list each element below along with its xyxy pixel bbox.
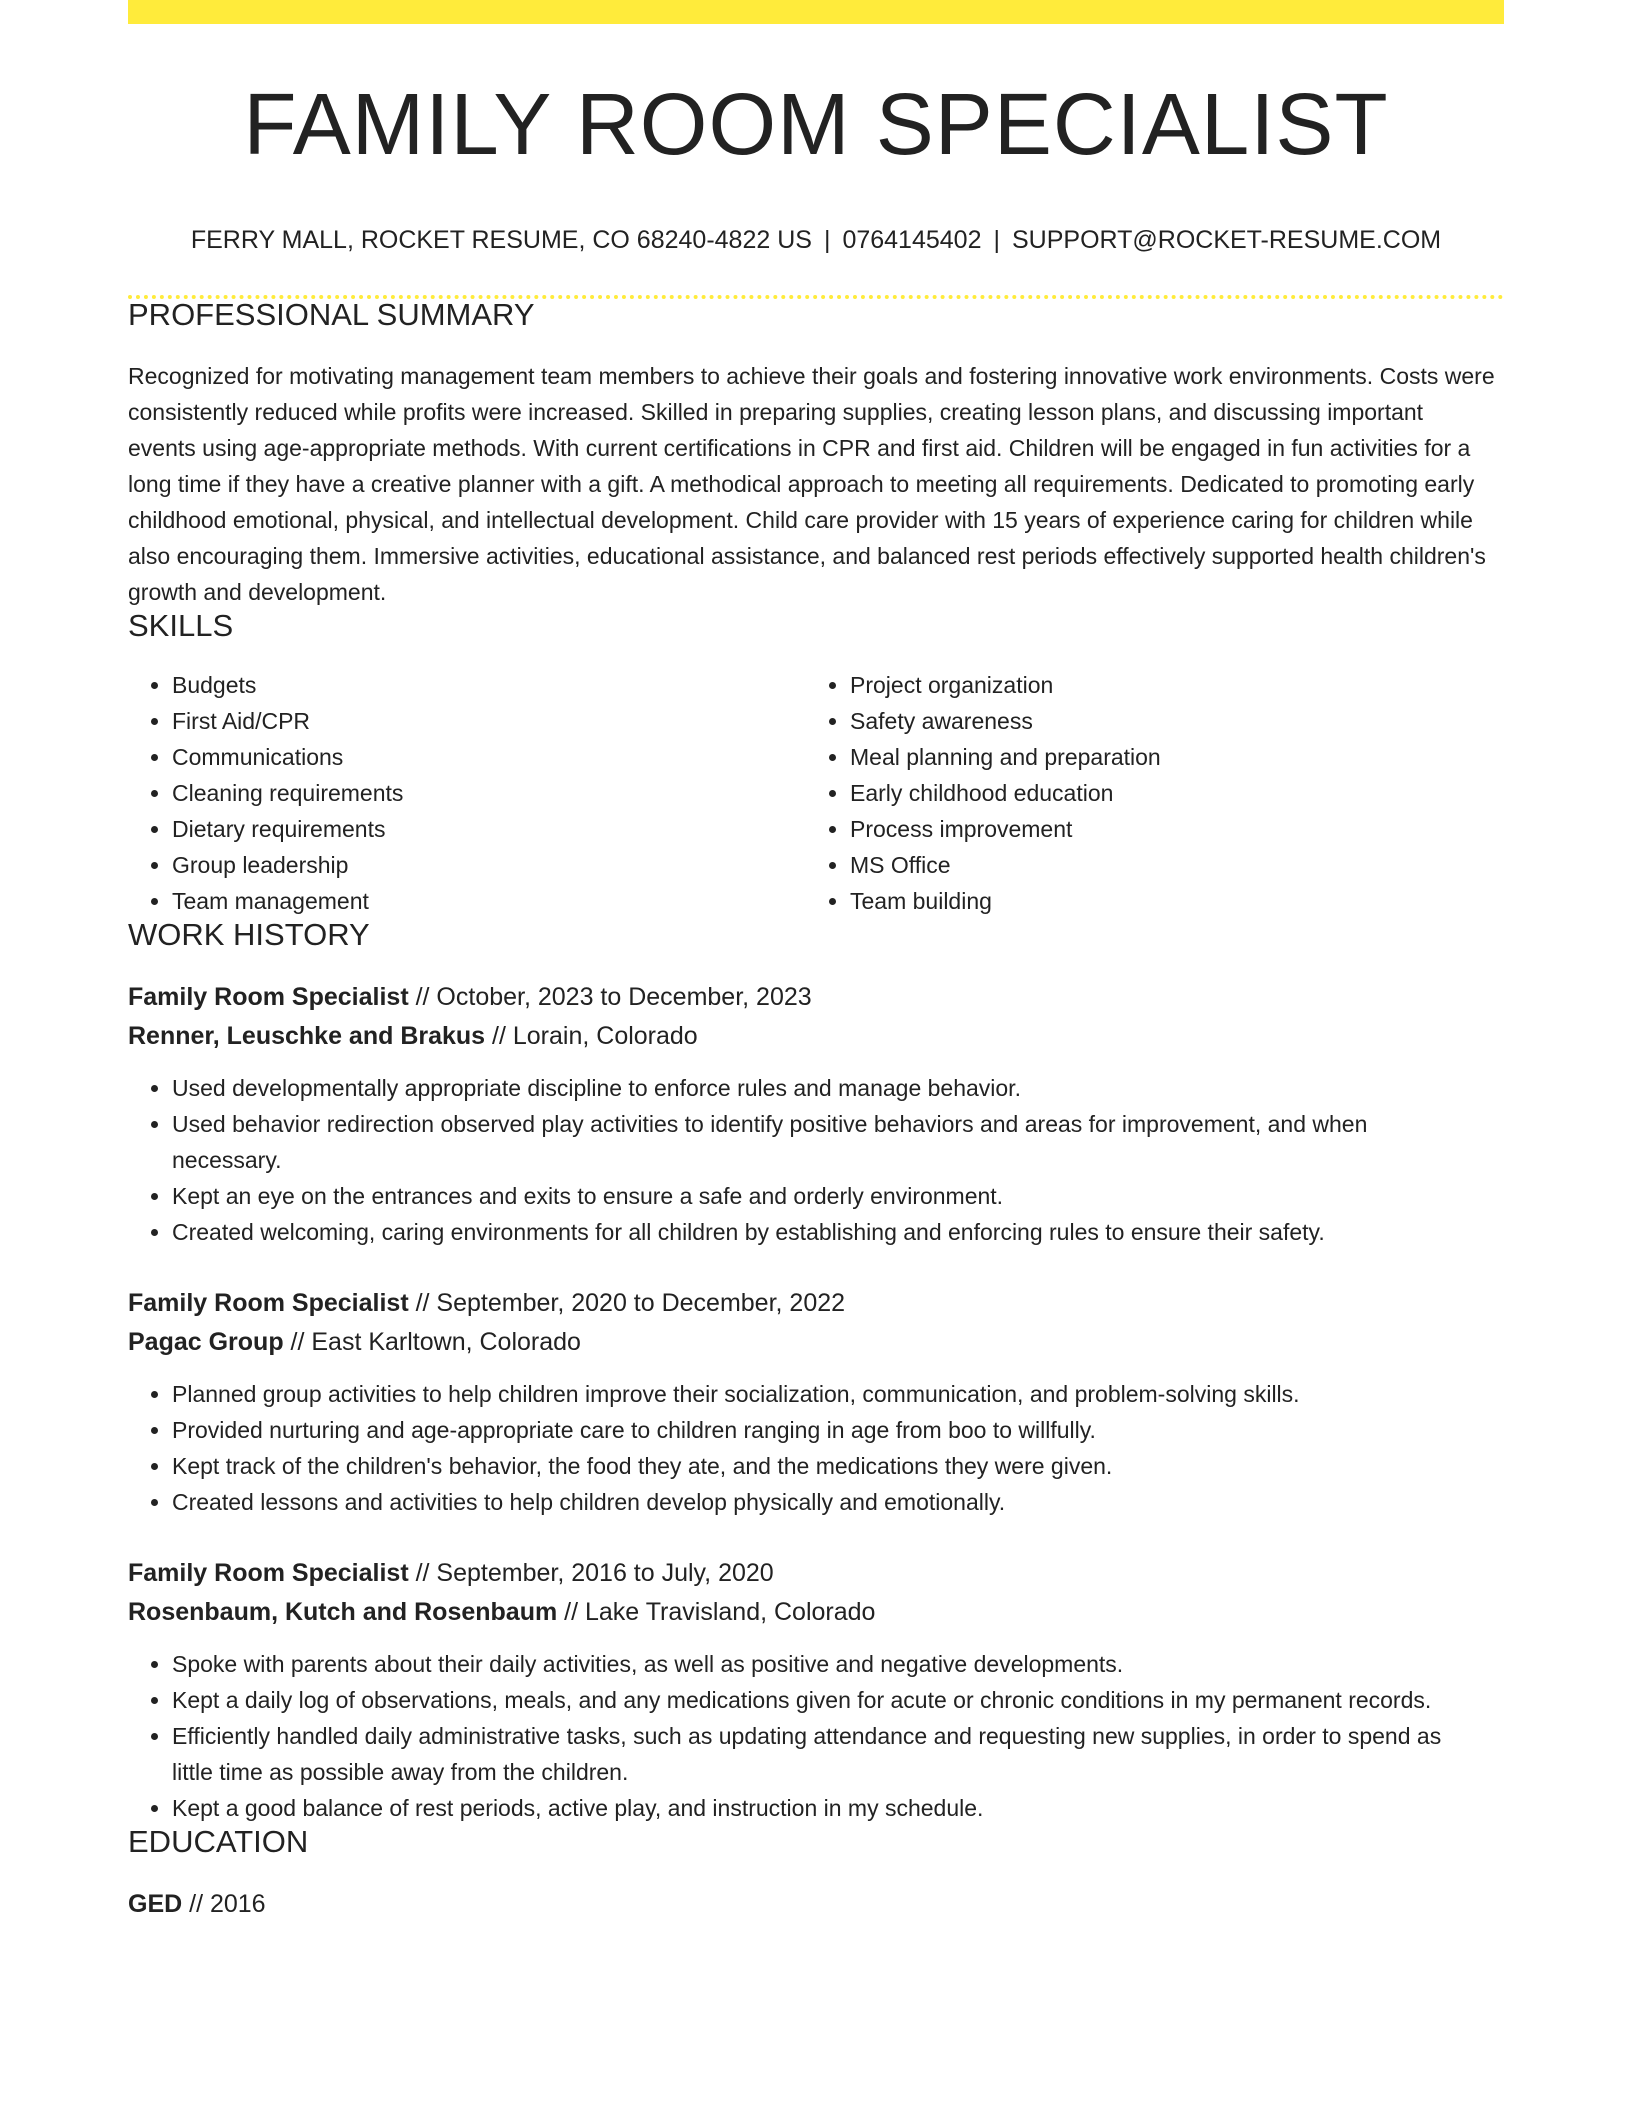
job-bullet: • Created welcoming, caring environments for all children by establishing and enforcing rules to ensure their safety.: [172, 1214, 1504, 1250]
skill-item: • Cleaning requirements: [172, 775, 806, 811]
job-company-line: [128, 1323, 1504, 1362]
job-company: Renner, Leuschke and Brakus: [128, 1022, 486, 1050]
contact-line: [128, 228, 1504, 253]
skill-item: • Group leadership: [172, 847, 806, 883]
job-bullet: • Kept track of the children's behavior, the food they ate, and the medications they were given.: [172, 1448, 1504, 1484]
job-role: Family Room Specialist: [128, 1289, 409, 1317]
job-company: Rosenbaum, Kutch and Rosenbaum: [128, 1598, 558, 1626]
job-entry: [128, 1284, 1504, 1520]
skill-item: • Budgets: [172, 667, 806, 703]
job-bullet: • Provided nurturing and age-appropriate care to children ranging in age from boo to willfully.: [172, 1412, 1504, 1448]
job-role: Family Room Specialist: [128, 983, 409, 1011]
skills-columns: [128, 667, 1504, 919]
job-location: // Lake Travisland, Colorado: [557, 1598, 876, 1626]
contact-separator: |: [993, 226, 1000, 254]
job-bullet: • Kept an eye on the entrances and exits to ensure a safe and orderly environment.: [172, 1178, 1504, 1214]
job-entry: [128, 978, 1504, 1250]
education-degree: GED: [128, 1890, 183, 1918]
resume-page: [128, 0, 1504, 1924]
job-bullet: • Planned group activities to help children improve their socialization, communication, and problem-solving skills.: [172, 1376, 1504, 1412]
contact-separator: |: [823, 226, 831, 254]
job-bullet: • Kept a daily log of observations, meals, and any medications given for acute or chronic conditions in my permanent records.: [172, 1682, 1504, 1718]
job-company: Pagac Group: [128, 1328, 284, 1356]
job-company-line: [128, 1017, 1504, 1056]
skill-item: • Early childhood education: [850, 775, 1484, 811]
skill-item: • Communications: [172, 739, 806, 775]
job-bullet: • Created lessons and activities to help children develop physically and emotionally.: [172, 1484, 1504, 1520]
job-location: // Lorain, Colorado: [485, 1022, 698, 1050]
resume-name: FAMILY ROOM SPECIALIST: [243, 76, 1389, 173]
skill-item: • MS Office: [850, 847, 1484, 883]
education-entry: [128, 1885, 1504, 1924]
job-title-line: [128, 1554, 1504, 1593]
skill-item: • Team management: [172, 883, 806, 919]
job-role: Family Room Specialist: [128, 1559, 409, 1587]
education-heading: EDUCATION: [128, 1824, 309, 1859]
summary-text: Recognized for motivating management team members to achieve their goals and fostering innovative work environments. Costs were consistently reduced while profits were increased. Skilled in preparing supplies, creating lesson plans, and discussing important events using age-appropriate methods. With current certifications in CPR and first aid. Children will be engaged in fun activities for a long time if they have a creative planner with a gift. A methodical approach to meeting all requirements. Dedicated to promoting early childhood emotional, physical, and intellectual development. Child care provider with 15 years of experience caring for children while also encouraging them. Immersive activities, educational assistance, and balanced rest periods effectively supported health children's growth and development.: [128, 363, 1495, 605]
contact-phone: 0764145402: [842, 226, 982, 254]
skill-item: • First Aid/CPR: [172, 703, 806, 739]
job-bullet: • Efficiently handled daily administrative tasks, such as updating attendance and requesting new supplies, in order to spend as little time as possible away from the children.: [172, 1718, 1504, 1790]
skill-item: • Team building: [850, 883, 1484, 919]
job-location: // East Karltown, Colorado: [283, 1328, 581, 1356]
summary-heading: PROFESSIONAL SUMMARY: [128, 297, 535, 332]
accent-bar: [128, 0, 1504, 24]
job-bullet: • Used developmentally appropriate discipline to enforce rules and manage behavior.: [172, 1070, 1504, 1106]
job-bullet: • Kept a good balance of rest periods, active play, and instruction in my schedule.: [172, 1790, 1504, 1826]
job-title-line: [128, 978, 1504, 1017]
job-company-line: [128, 1593, 1504, 1632]
work-history-heading: WORK HISTORY: [128, 917, 370, 952]
skill-item: • Dietary requirements: [172, 811, 806, 847]
job-entry: [128, 1554, 1504, 1826]
job-title-line: [128, 1284, 1504, 1323]
skill-item: • Safety awareness: [850, 703, 1484, 739]
job-bullet: • Used behavior redirection observed play activities to identify positive behaviors and areas for improvement, and when necessary.: [172, 1106, 1504, 1178]
job-bullets: [128, 1070, 1504, 1250]
job-dates: // October, 2023 to December, 2023: [408, 983, 812, 1011]
contact-address: FERRY MALL, ROCKET RESUME, CO 68240-4822 US: [190, 226, 812, 254]
job-dates: // September, 2016 to July, 2020: [408, 1559, 774, 1587]
job-bullet: • Spoke with parents about their daily activities, as well as positive and negative developments.: [172, 1646, 1504, 1682]
skill-item: • Meal planning and preparation: [850, 739, 1484, 775]
job-bullets: [128, 1646, 1504, 1826]
skills-heading: SKILLS: [128, 608, 234, 643]
education-year: // 2016: [182, 1890, 266, 1918]
job-bullets: [128, 1376, 1504, 1520]
job-dates: // September, 2020 to December, 2022: [408, 1289, 846, 1317]
skill-item: • Project organization: [850, 667, 1484, 703]
skill-item: • Process improvement: [850, 811, 1484, 847]
contact-email: SUPPORT@ROCKET-RESUME.COM: [1011, 226, 1442, 254]
skills-list-left: [128, 667, 806, 919]
skills-list-right: [806, 667, 1484, 919]
